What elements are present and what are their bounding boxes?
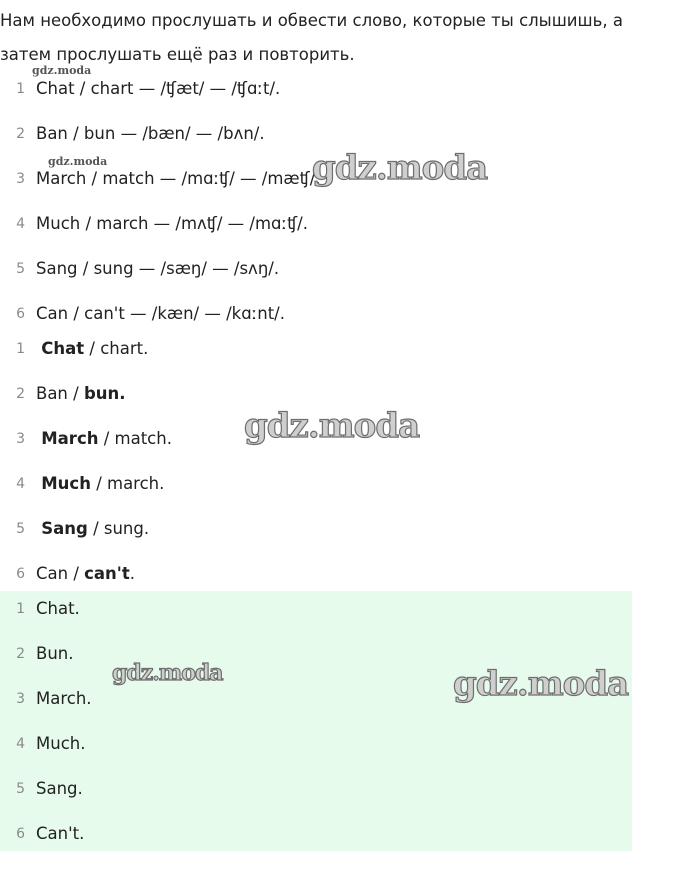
item-number: 2 [16,125,25,142]
list-item [0,506,680,551]
item-text: March / match — /mɑːʧ/ — /mæʧ/. [36,169,321,188]
item-number: 2 [16,645,25,662]
item-text: Much. [36,734,86,753]
list-item [0,326,680,371]
chosen-word: can't [84,564,130,583]
item-number: 3 [16,430,25,447]
watermark: gdz.moda [112,660,223,686]
item-number: 4 [16,215,25,232]
chosen-word: bun. [83,384,126,403]
watermark: gdz.moda [453,664,629,704]
chosen-word: Sang [41,519,88,538]
item-text: Can / can't — /kæn/ — /kɑːnt/. [36,304,285,323]
item-text [36,384,126,403]
item-text: Sang / sung — /sæŋ/ — /sʌŋ/. [36,259,280,278]
item-text: Can't. [36,824,85,843]
item-number: 6 [16,565,25,582]
item-text-before: Can / [36,564,85,583]
watermark: gdz.moda [244,406,420,446]
item-number: 2 [16,385,25,402]
item-text [36,339,148,358]
item-text-after: / sung. [87,519,150,538]
item-text: Bun. [36,644,74,663]
item-text [36,564,135,583]
item-number: 3 [16,690,25,707]
chosen-word: Chat [41,339,85,358]
item-text [36,519,149,538]
item-text [36,474,164,493]
task-instruction: Нам необходимо прослушать и обвести слово, которые ты слышишь, а затем прослушать ещё раз и повторить. [0,11,623,64]
item-number: 6 [16,825,25,842]
list-item [0,811,680,856]
item-number: 3 [16,170,25,187]
item-text: Chat. [36,599,80,618]
list-item [0,721,680,766]
item-number: 5 [16,260,25,277]
list-item [0,631,680,676]
item-text: Ban / bun — /bæn/ — /bʌn/. [36,124,265,143]
chosen-word: Much [41,474,91,493]
item-text-after: / march. [90,474,165,493]
list-item [0,586,680,631]
list-item [0,66,680,111]
item-text-after: / chart. [84,339,149,358]
list-item [0,461,680,506]
item-text: Sang. [36,779,83,798]
item-number: 4 [16,735,25,752]
item-text [36,429,172,448]
item-number: 5 [16,780,25,797]
item-number: 4 [16,475,25,492]
item-text-before: Ban / [36,384,84,403]
watermark-small: gdz.moda [32,64,92,77]
item-number: 6 [16,305,25,322]
list-item [0,676,680,721]
chosen-word: March [41,429,99,448]
list-item [0,766,680,811]
item-text-after: / match. [98,429,172,448]
watermark: gdz.moda [312,148,488,188]
item-text: March. [36,689,92,708]
item-text-after: . [129,564,135,583]
item-number: 1 [16,600,25,617]
list-item [0,371,680,416]
item-number: 1 [16,340,25,357]
item-number: 1 [16,80,25,97]
item-number: 5 [16,520,25,537]
list-item [0,111,680,156]
list-item [0,201,680,246]
list-item [0,246,680,291]
item-text: Much / march — /mʌʧ/ — /mɑːʧ/. [36,214,308,233]
list-item [0,416,680,461]
watermark-small: gdz.moda [48,155,108,168]
item-text: Chat / chart — /ʧæt/ — /ʧɑːt/. [36,79,281,98]
